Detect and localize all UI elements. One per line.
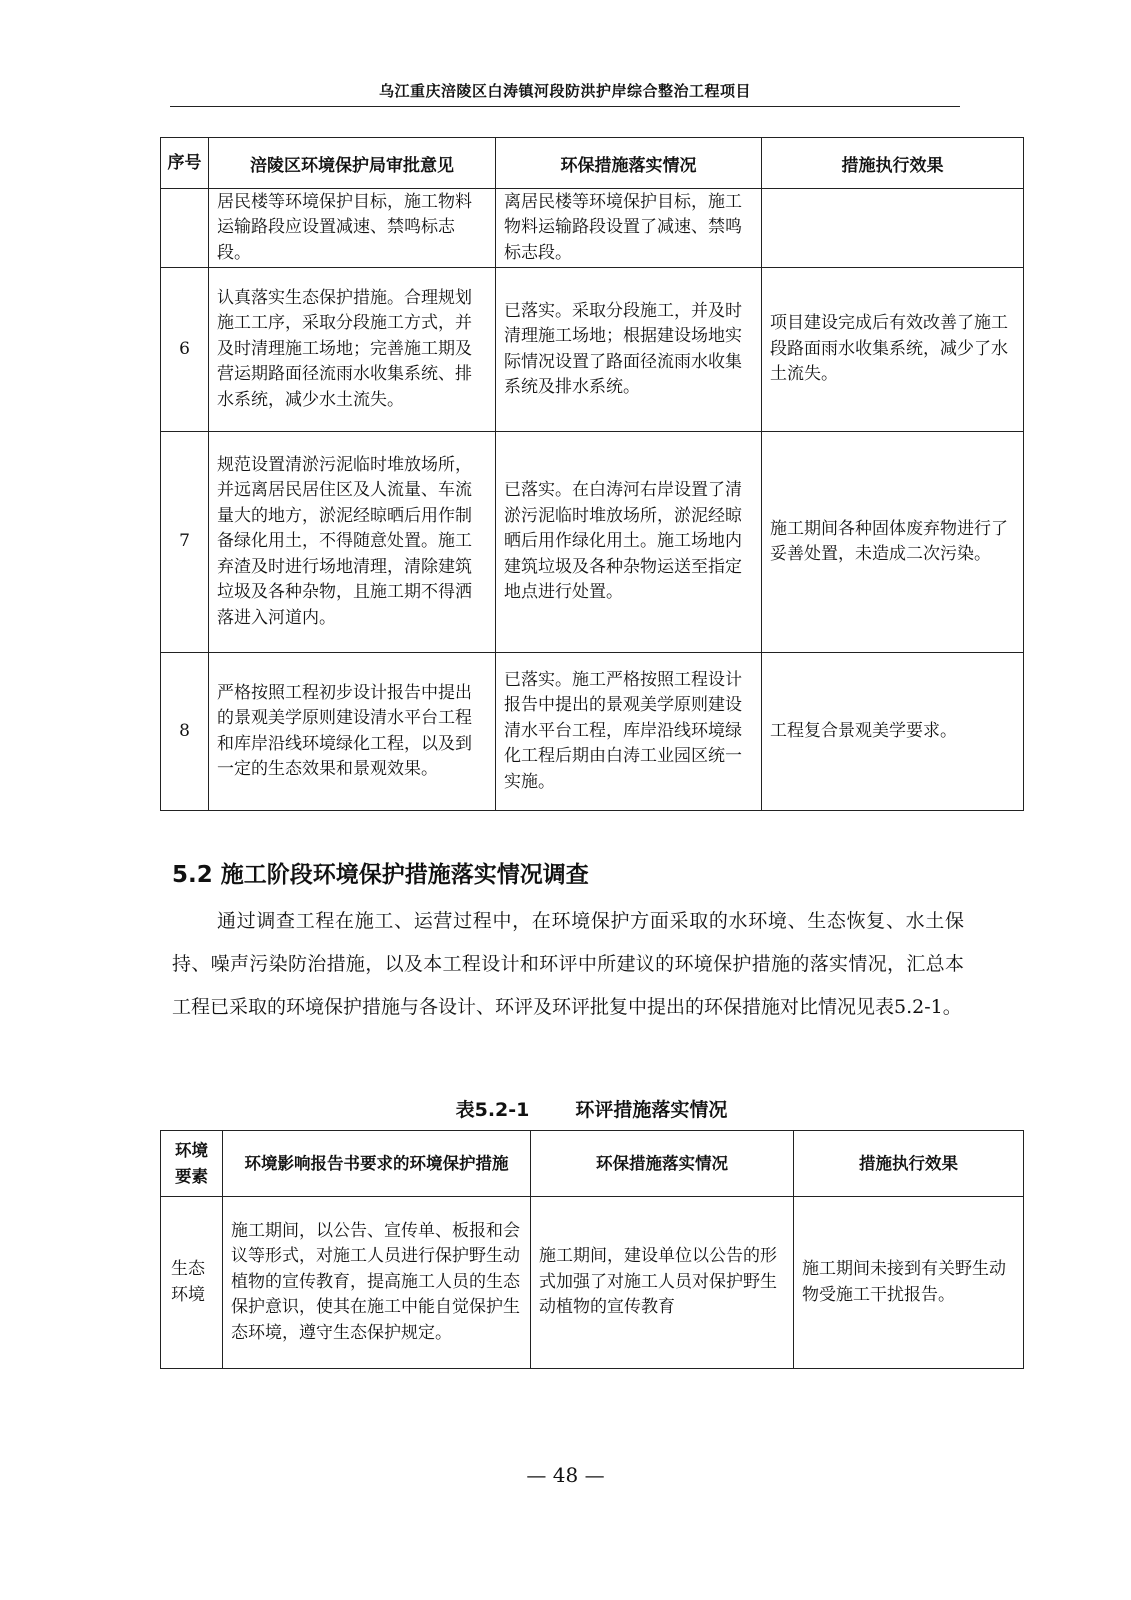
approval-opinion: 认真落实生态保护措施。合理规划施工工序，采取分段施工方式，并及时清理施工场地；完善施工期及营运期路面径流雨水收集系统、排水系统，减少水土流失。	[209, 268, 496, 432]
eia-measures-table	[160, 1130, 1024, 1369]
execution-effect: 工程复合景观美学要求。	[762, 653, 1024, 811]
table-header-row	[161, 138, 1024, 189]
implementation-status: 离居民楼等环境保护目标，施工物料运输路段设置了减速、禁鸣标志段。	[496, 189, 762, 268]
table-caption	[160, 1095, 1023, 1122]
running-header: 乌江重庆涪陵区白涛镇河段防洪护岸综合整治工程项目	[378, 82, 751, 100]
header-rule	[170, 106, 960, 107]
approval-opinion: 居民楼等环境保护目标，施工物料运输路段应设置减速、禁鸣标志段。	[209, 189, 496, 268]
implementation-status: 已落实。在白涛河右岸设置了清淤污泥临时堆放场所，淤泥经晾晒后用作绿化用土。施工场地内建筑垃圾及各种杂物运送至指定地点进行处置。	[496, 432, 762, 653]
table-row	[161, 268, 1024, 432]
approval-table	[160, 137, 1024, 811]
row-number: 6	[161, 268, 209, 432]
row-number	[161, 189, 209, 268]
implementation-status: 施工期间，建设单位以公告的形式加强了对施工人员对保护野生动植物的宣传教育	[531, 1197, 794, 1369]
approval-opinion: 规范设置清淤污泥临时堆放场所，并远离居民居住区及人流量、车流量大的地方，淤泥经晾晒后用作制备绿化用土，不得随意处置。施工弃渣及时进行场地清理，清除建筑垃圾及各种杂物，且施工期不得洒落进入河道内。	[209, 432, 496, 653]
execution-effect: 施工期间各种固体废弃物进行了妥善处置，未造成二次污染。	[762, 432, 1024, 653]
column-header-status: 环保措施落实情况	[531, 1131, 794, 1197]
approval-opinion: 严格按照工程初步设计报告中提出的景观美学原则建设清水平台工程和库岸沿线环境绿化工程，以及到一定的生态效果和景观效果。	[209, 653, 496, 811]
table-caption-id: 表5.2-1	[455, 1099, 530, 1121]
execution-effect: 项目建设完成后有效改善了施工段路面雨水收集系统，减少了水土流失。	[762, 268, 1024, 432]
column-header-effect: 措施执行效果	[794, 1131, 1024, 1197]
environment-element: 生态环境	[161, 1197, 223, 1369]
section-heading: 5.2 施工阶段环境保护措施落实情况调查	[172, 862, 589, 888]
table-row	[161, 189, 1024, 268]
column-header-element: 环境要素	[161, 1131, 223, 1197]
column-header-effect: 措施执行效果	[762, 138, 1024, 189]
execution-effect	[762, 189, 1024, 268]
table-caption-title: 环评措施落实情况	[575, 1099, 728, 1121]
table-row	[161, 653, 1024, 811]
column-header-measure: 环境影响报告书要求的环境保护措施	[223, 1131, 531, 1197]
execution-effect: 施工期间未接到有关野生动物受施工干扰报告。	[794, 1197, 1024, 1369]
table-row	[161, 1197, 1024, 1369]
implementation-status: 已落实。施工严格按照工程设计报告中提出的景观美学原则建设清水平台工程，库岸沿线环境绿化工程后期由白涛工业园区统一实施。	[496, 653, 762, 811]
implementation-status: 已落实。采取分段施工，并及时清理施工场地；根据建设场地实际情况设置了路面径流雨水收集系统及排水系统。	[496, 268, 762, 432]
required-measure: 施工期间，以公告、宣传单、板报和会议等形式，对施工人员进行保护野生动植物的宣传教育，提高施工人员的生态保护意识，使其在施工中能自觉保护生态环境，遵守生态保护规定。	[223, 1197, 531, 1369]
table-header-row	[161, 1131, 1024, 1197]
body-paragraph: 通过调查工程在施工、运营过程中，在环境保护方面采取的水环境、生态恢复、水土保持、噪声污染防治措施，以及本工程设计和环评中所建议的环境保护措施的落实情况，汇总本工程已采取的环境保护措施与各设计、环评及环评批复中提出的环保措施对比情况见表5.2-1。	[172, 910, 964, 1018]
row-number: 8	[161, 653, 209, 811]
column-header-status: 环保措施落实情况	[496, 138, 762, 189]
table-row	[161, 432, 1024, 653]
page-number: — 48 —	[526, 1463, 605, 1487]
column-header-opinion: 涪陵区环境保护局审批意见	[209, 138, 496, 189]
row-number: 7	[161, 432, 209, 653]
column-header-no: 序号	[161, 138, 209, 189]
